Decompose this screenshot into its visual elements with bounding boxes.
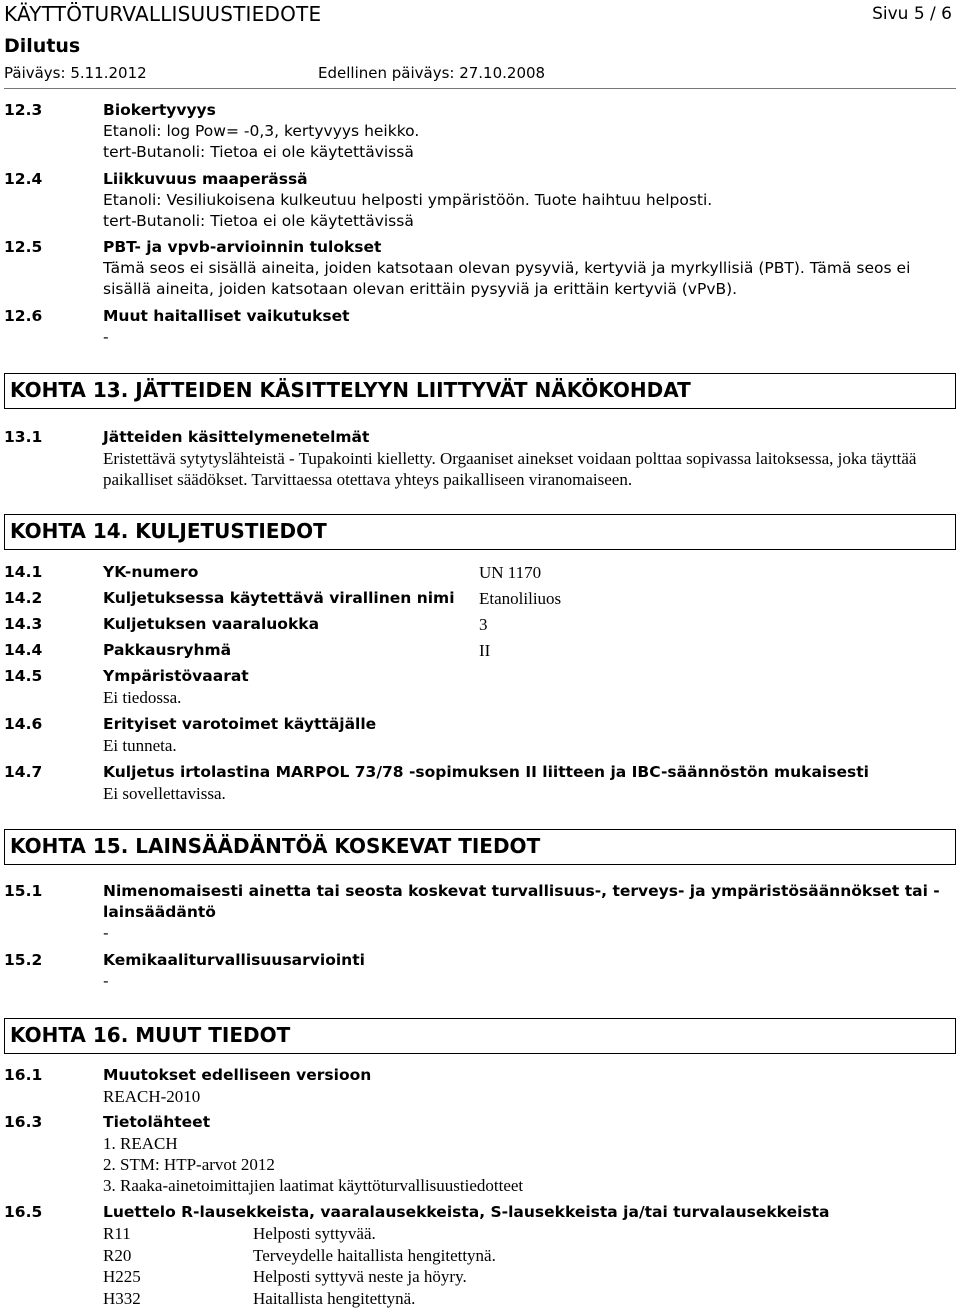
subsection-14-7 bbox=[4, 762, 956, 804]
subsection-16-3 bbox=[4, 1112, 956, 1196]
document-title: KÄYTTÖTURVALLISUUSTIEDOTE bbox=[4, 2, 322, 26]
subsection-number: 15.2 bbox=[4, 951, 43, 969]
phrase-text: Helposti syttyvä neste ja höyry. bbox=[253, 1267, 467, 1286]
phrase-text: Helposti syttyvää. bbox=[253, 1224, 376, 1243]
field-value: II bbox=[479, 641, 491, 660]
subsection-title: Ympäristövaarat bbox=[103, 667, 249, 685]
subsection-16-5 bbox=[4, 1202, 956, 1309]
subsection-number: 14.7 bbox=[4, 763, 43, 781]
subsection-14-6 bbox=[4, 714, 956, 756]
paragraph: Eristettävä sytytyslähteistä - Tupakointi kielletty. Orgaaniset ainekset voidaan polttaa sopivassa laitoksessa, joka täyttää paikalliset säädökset. Tarvittaessa otettava yhteys paikalliseen viranomaiseen. bbox=[103, 449, 917, 489]
text-line: Ei tunneta. bbox=[103, 736, 177, 755]
text-line: Etanoli: log Pow= -0,3, kertyvyys heikko. bbox=[103, 122, 420, 140]
field-value: UN 1170 bbox=[479, 563, 542, 582]
subsection-title: Muutokset edelliseen versioon bbox=[103, 1066, 372, 1084]
subsection-number: 12.5 bbox=[4, 238, 43, 256]
subsection-number: 15.1 bbox=[4, 882, 43, 900]
list-item bbox=[103, 1266, 956, 1288]
subsection-title: Nimenomaisesti ainetta tai seosta koskevat turvallisuus-, terveys- ja ympäristösäännökset tai -lainsäädäntö bbox=[103, 882, 940, 921]
subsection-title: Jätteiden käsittelymenetelmät bbox=[103, 428, 370, 446]
text-line: tert-Butanoli: Tietoa ei ole käytettävissä bbox=[103, 212, 414, 230]
subsection-number: 14.4 bbox=[4, 641, 43, 659]
field-value: Etanoliliuos bbox=[479, 589, 562, 608]
subsection-title: PBT- ja vpvb-arvioinnin tulokset bbox=[103, 238, 382, 256]
subsection-12-4 bbox=[4, 169, 956, 232]
subsection-number: 14.3 bbox=[4, 615, 43, 633]
subsection-title: Tietolähteet bbox=[103, 1113, 211, 1131]
section-heading-16 bbox=[4, 1018, 956, 1054]
field-label: YK-numero bbox=[103, 563, 199, 581]
phrase-text: Terveydelle haitallista hengitettynä. bbox=[253, 1245, 496, 1265]
section-title: KOHTA 16. MUUT TIEDOT bbox=[10, 1023, 291, 1047]
subsection-number: 14.5 bbox=[4, 667, 43, 685]
subsection-number: 16.3 bbox=[4, 1113, 43, 1131]
subsection-number: 13.1 bbox=[4, 428, 43, 446]
subsection-16-1 bbox=[4, 1065, 956, 1107]
phrase-code: R11 bbox=[103, 1224, 131, 1243]
subsection-number: 16.1 bbox=[4, 1066, 43, 1084]
list-item bbox=[103, 1245, 956, 1267]
subsection-number: 16.5 bbox=[4, 1203, 43, 1221]
section-title: KOHTA 13. JÄTTEIDEN KÄSITTELYYN LIITTYVÄT NÄKÖKOHDAT bbox=[10, 378, 691, 402]
text-line: - bbox=[103, 328, 109, 346]
list-item bbox=[103, 1288, 956, 1309]
subsection-number: 14.6 bbox=[4, 715, 43, 733]
subsection-15-2 bbox=[4, 950, 956, 992]
subsection-number: 12.4 bbox=[4, 170, 43, 188]
issue-date: Päiväys: 5.11.2012 bbox=[4, 64, 147, 82]
source-item: 1. REACH bbox=[103, 1134, 178, 1153]
subsection-title: Luettelo R-lausekkeista, vaaralausekkeista, S-lausekkeista ja/tai turvalausekkeista bbox=[103, 1203, 830, 1221]
source-item: 3. Raaka-ainetoimittajien laatimat käyttöturvallisuustiedotteet bbox=[103, 1176, 524, 1195]
text-line: REACH-2010 bbox=[103, 1087, 201, 1106]
field-value: 3 bbox=[479, 615, 488, 634]
section-title: KOHTA 14. KULJETUSTIEDOT bbox=[10, 519, 327, 543]
subsection-number: 12.3 bbox=[4, 101, 43, 119]
field-label: Pakkausryhmä bbox=[103, 641, 232, 659]
subsection-title: Biokertyvyys bbox=[103, 101, 216, 119]
text-line: tert-Butanoli: Tietoa ei ole käytettävissä bbox=[103, 143, 414, 161]
subsection-12-6 bbox=[4, 306, 956, 348]
section-heading-15 bbox=[4, 829, 956, 865]
product-name: Dilutus bbox=[4, 35, 81, 57]
subsection-title: Muut haitalliset vaikutukset bbox=[103, 307, 350, 325]
text-line: Ei sovellettavissa. bbox=[103, 784, 226, 803]
text-line: Etanoli: Vesiliukoisena kulkeutuu helposti ympäristöön. Tuote haihtuu helposti. bbox=[103, 191, 713, 209]
subsection-number: 14.1 bbox=[4, 563, 43, 581]
phrase-code: H332 bbox=[103, 1288, 141, 1308]
section-title: KOHTA 15. LAINSÄÄDÄNTÖÄ KOSKEVAT TIEDOT bbox=[10, 834, 541, 858]
page-number: Sivu 5 / 6 bbox=[872, 4, 952, 24]
subsection-title: Erityiset varotoimet käyttäjälle bbox=[103, 715, 377, 733]
subsection-13-1 bbox=[4, 427, 956, 490]
phrase-list bbox=[103, 1223, 956, 1309]
text-line: - bbox=[103, 924, 109, 942]
phrase-code: R20 bbox=[103, 1245, 132, 1265]
list-item bbox=[103, 1223, 956, 1245]
field-label: Kuljetuksen vaaraluokka bbox=[103, 615, 320, 633]
phrase-text: Haitallista hengitettynä. bbox=[253, 1288, 416, 1308]
text-line: Ei tiedossa. bbox=[103, 688, 182, 707]
source-item: 2. STM: HTP-arvot 2012 bbox=[103, 1155, 275, 1174]
section-heading-13 bbox=[4, 373, 956, 409]
subsection-12-3 bbox=[4, 100, 956, 163]
subsection-title: Liikkuvuus maaperässä bbox=[103, 170, 308, 188]
header-divider bbox=[4, 88, 956, 89]
subsection-14-5 bbox=[4, 666, 956, 708]
subsection-number: 12.6 bbox=[4, 307, 43, 325]
subsection-title: Kemikaaliturvallisuusarviointi bbox=[103, 951, 365, 969]
paragraph: Tämä seos ei sisällä aineita, joiden katsotaan olevan pysyviä, kertyviä ja myrkyllisiä (PBT). Tämä seos ei sisällä aineita, joiden katsotaan olevan erittäin pysyviä ja erittäin kertyviä (vPvB). bbox=[103, 259, 911, 298]
subsection-15-1 bbox=[4, 881, 956, 944]
field-label: Kuljetuksessa käytettävä virallinen nimi bbox=[103, 589, 455, 607]
subsection-title: Kuljetus irtolastina MARPOL 73/78 -sopimuksen II liitteen ja IBC-säännöstön mukaisesti bbox=[103, 763, 869, 781]
phrase-code: H225 bbox=[103, 1267, 141, 1286]
text-line: - bbox=[103, 972, 109, 990]
subsection-12-5 bbox=[4, 237, 956, 300]
previous-date: Edellinen päiväys: 27.10.2008 bbox=[318, 64, 546, 82]
subsection-number: 14.2 bbox=[4, 589, 43, 607]
section-heading-14 bbox=[4, 514, 956, 550]
